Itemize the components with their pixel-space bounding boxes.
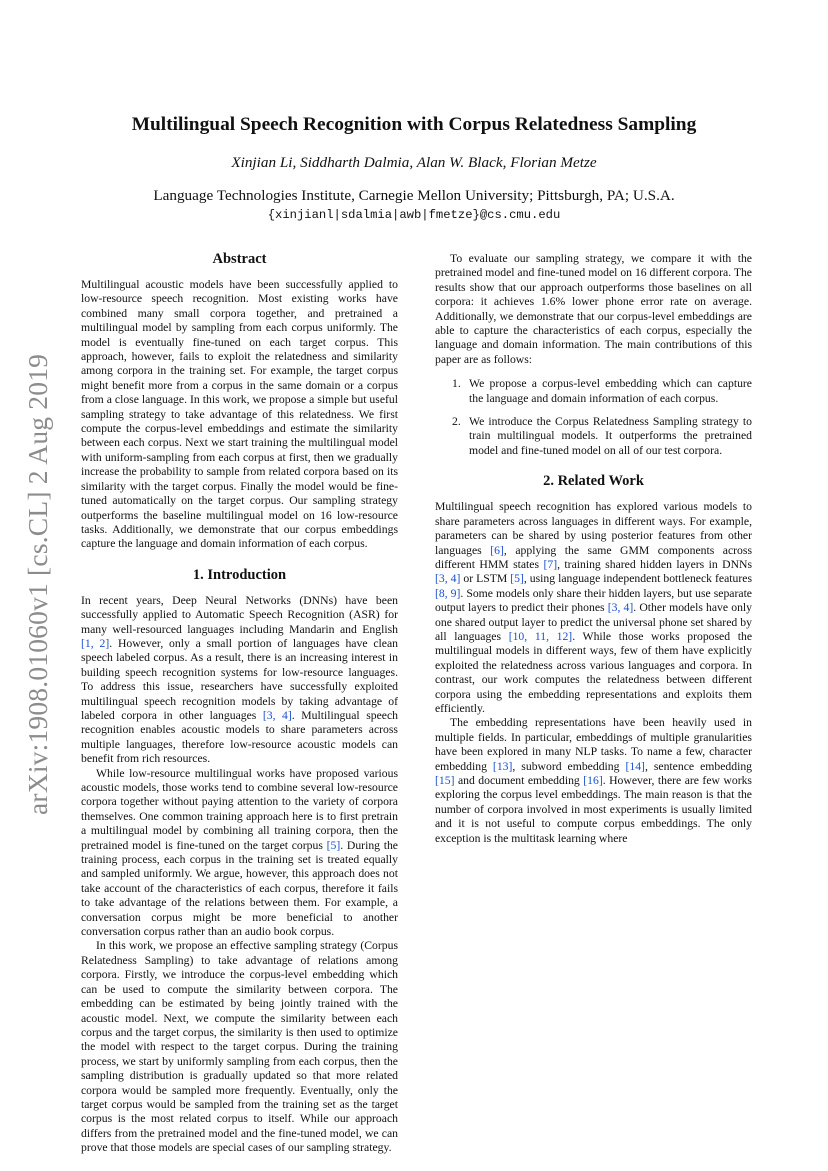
- paper-title: Multilingual Speech Recognition with Corpus Relatedness Sampling: [131, 114, 697, 135]
- citation-link[interactable]: [3, 4]: [607, 601, 634, 615]
- author-list: Xinjian Li, Siddharth Dalmia, Alan W. Black, Florian Metze: [231, 154, 597, 171]
- contributions-list: [435, 377, 752, 458]
- list-item: 2. We introduce the Corpus Relatedness Sampling strategy to train multilingual models. It outperforms the pretrained model and fine-tuned model on all of our test corpora.: [452, 415, 752, 457]
- left-column: [81, 250, 398, 1156]
- citation-link[interactable]: [5]: [510, 572, 524, 586]
- citation-link[interactable]: [10, 11, 12]: [508, 629, 573, 643]
- citation-link[interactable]: [5]: [326, 838, 341, 852]
- intro-paragraph-4: To evaluate our sampling strategy, we compare it with the pretrained model and fine-tuned model on 16 different corpora. The results show that our approach outperforms those baselines on all corpora: it achieves 1.6% lower phone error rate on average. Additionally, we demonstrate that our corpus-level embeddings are able to capture the characteristics of each corpus, especially the language and domain information. The main contributions of this paper are as follows:: [435, 252, 752, 366]
- related-work-paragraph-2: The embedding representations have been heavily used in multiple fields. In particular, embeddings of multiple granularities have been explored in many NLP tasks. To name a few, character embedding [13], subword embedding [14], sentence embedding [15] and document embedding [16]. However, there are few works exploring the corpus level embeddings. The main reason is that the number of corpora involved in most experiments is usually limited and it is not useful to compute corpus embeddings. The only exception is the multitask learning where: [435, 716, 753, 845]
- abstract-text: Multilingual acoustic models have been successfully applied to low-resource speech recognition. Most existing works have combined many small corpora together, and pretrained a multilingual model by sampling from each corpus uniformly. The model is eventually fine-tuned on each target corpus. This approach, however, fails to exploit the relatedness and similarity among corpora in the training set. For example, the target corpus might benefit more from a corpus in the same domain or a corpus from a close language. In this work, we propose a simple but useful sampling strategy to take advantage of this relatedness. We first compute the corpus-level embeddings and estimate the similarity between each corpus. Next we start training the multilingual model with uniform-sampling from each corpus at first, then we gradually increase the probability to sample from related corpora based on its similarity with the target corpus. Finally the model would be fine-tuned automatically on the target corpus. Our sampling strategy outperforms the baseline multilingual model on 16 low-resource tasks. Additionally, we demonstrate that our corpus embeddings capture the language and domain information of each corpus.: [81, 278, 398, 551]
- intro-paragraph-3: In this work, we propose an effective sampling strategy (Corpus Relatedness Sampling) to take advantage of relations among corpora. Firstly, we introduce the corpus-level embedding which can be used to compute the similarity between corpora. The embedding can be estimated by being jointly trained with the acoustic model. Next, we compute the similarity between each corpus and the target corpus, the similarity is then used to optimize the model with respect to the target corpus. During the training process, we start by uniformly sampling from each corpus, then the sampling distribution is gradually updated so that more related corpora would be sampled more frequently. Eventually, only the target corpus would be sampled from the training set as the target corpus is the most related corpus to itself. While our approach differs from the pretrained model and the fine-tuned model, we can prove that those models are special cases of our sampling strategy.: [81, 939, 398, 1155]
- right-column: [435, 252, 752, 846]
- introduction-heading: 1. Introduction: [192, 566, 287, 583]
- related-work-paragraph-1: Multilingual speech recognition has explored various models to share parameters across languages in different ways. For example, parameters can be shared by using posterior features from other languages [6], applying the same GMM components across different HMM states [7], training shared hidden layers in DNNs [3, 4] or LSTM [5], using language independent bottleneck features [8, 9]. Some models only share their hidden layers, but use separate output layers to predict their phones [3, 4]. Other models have only one shared output layer to predict the universal phone set shared by all languages [10, 11, 12]. While those works proposed the multilingual models in different ways, few of them have explicitly exploited the relatedness across various languages and corpora. In contrast, our work computes the relatedness between different corpora using the embedding representations and exploits them efficiently.: [435, 500, 753, 715]
- abstract-heading: Abstract: [212, 251, 267, 267]
- intro-paragraph-2: While low-resource multilingual works have proposed various acoustic models, those works tend to combine several low-resource corpora together without paying attention to the variety of corpora themselves. One common training approach here is to first pretrain a multilingual model by combining all training corpora, then the pretrained model is fine-tuned on the target corpus [5]. During the training process, each corpus in the training set is treated equally and sampled uniformly. We argue, however, this approach does not take account of the characteristics of each corpus, therefore it fails to take advantage of the relations between them. For example, a conversation corpus might be more beneficial to another conversation corpus rather than an audio book corpus.: [81, 766, 398, 939]
- citation-link[interactable]: [13]: [492, 759, 513, 773]
- related-work-heading: 2. Related Work: [543, 473, 644, 490]
- citation-link[interactable]: [3, 4]: [262, 708, 292, 722]
- citation-link[interactable]: [8, 9]: [435, 586, 461, 600]
- citation-link[interactable]: [16]: [583, 774, 603, 787]
- citation-link[interactable]: [7]: [543, 557, 558, 571]
- citation-link[interactable]: [6]: [490, 543, 504, 557]
- author-emails: {xinjianl|sdalmia|awb|fmetze}@cs.cmu.edu: [267, 208, 561, 222]
- citation-link[interactable]: [1, 2]: [81, 636, 110, 650]
- citation-link[interactable]: [3, 4]: [435, 572, 461, 586]
- list-item: 1. We propose a corpus-level embedding which can capture the language and domain information of each corpus.: [452, 377, 752, 405]
- arxiv-identifier: arXiv:1908.01060v1 [cs.CL] 2 Aug 2019: [22, 353, 53, 815]
- citation-link[interactable]: [14]: [625, 759, 645, 773]
- affiliation: Language Technologies Institute, Carnegie Mellon University; Pittsburgh, PA; U.S.A.: [153, 187, 675, 204]
- intro-paragraph-1: In recent years, Deep Neural Networks (DNNs) have been successfully applied to Automatic Speech Recognition (ASR) for many well-resourced languages including Mandarin and English [1, 2]. However, only a small portion of languages have clean speech labeled corpus. As a result, there is an increasing interest in building speech recognition systems for low-resource languages. To address this issue, researchers have successfully exploited multilingual speech recognition models by taking advantage of labeled corpora in other languages [3, 4]. Multilingual speech recognition enables acoustic models to share parameters across multiple languages, therefore low-resource acoustic models can benefit from rich resources.: [81, 593, 398, 766]
- citation-link[interactable]: [15]: [435, 774, 455, 787]
